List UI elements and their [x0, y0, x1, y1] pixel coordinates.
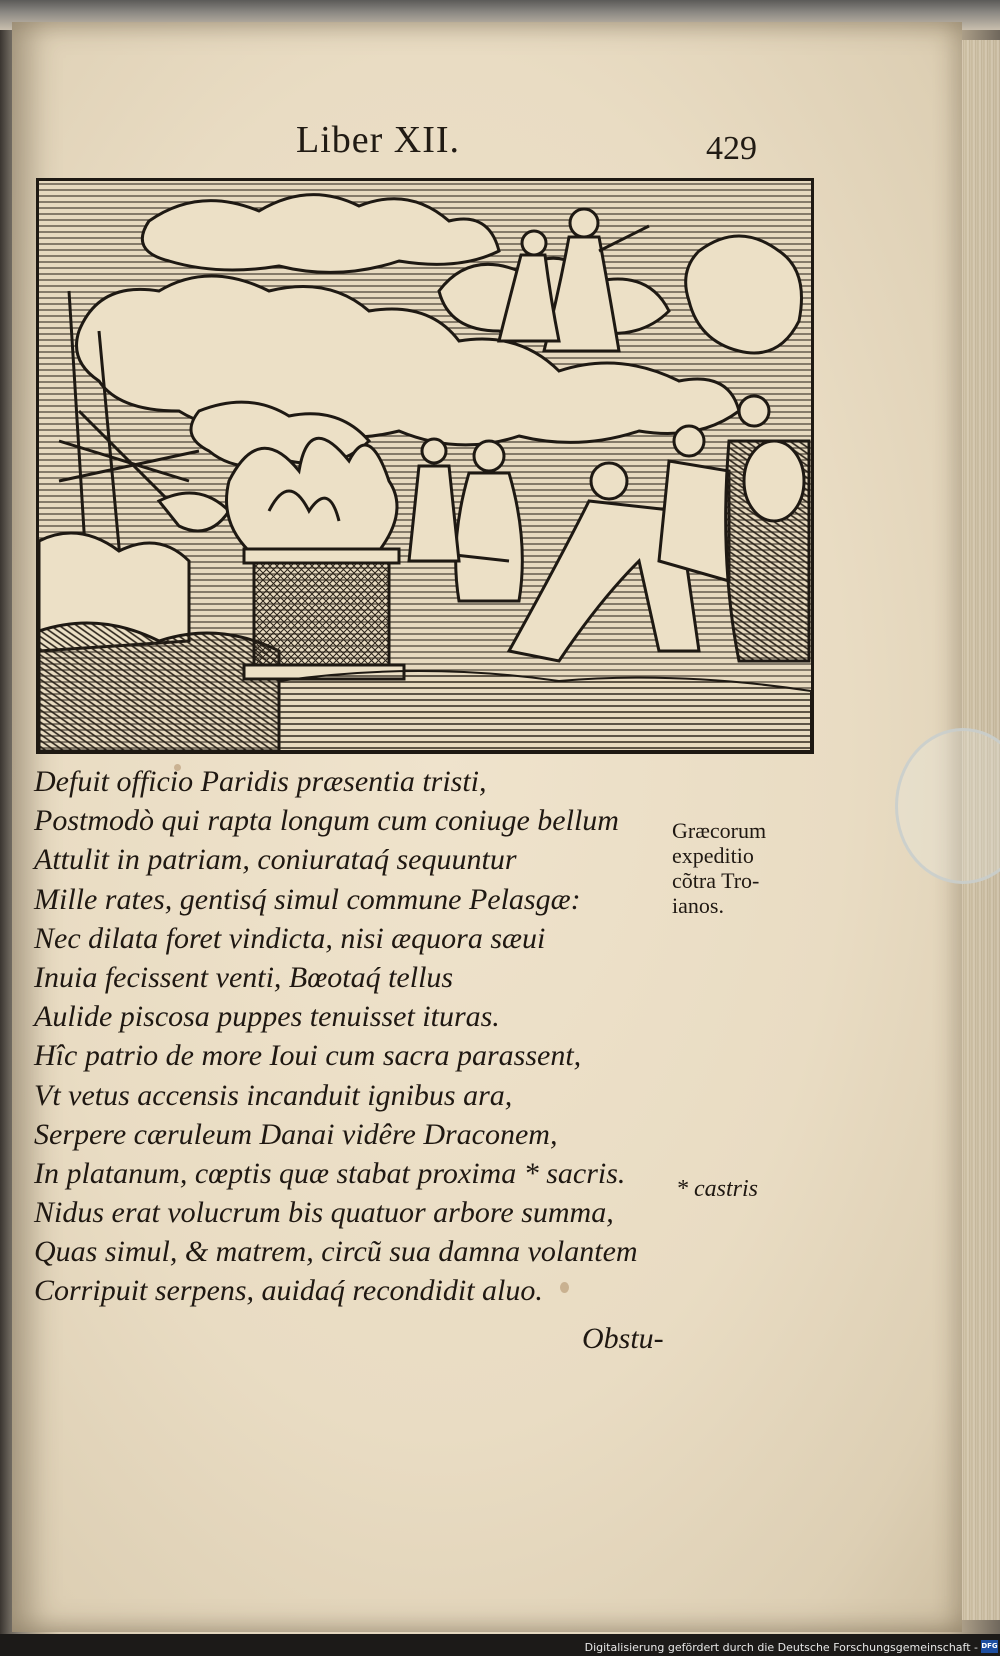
marginal-note-line: Græcorum — [672, 818, 767, 843]
catchword: Obstu- — [582, 1322, 664, 1355]
verse-line: Attulit in patriam, coniurataq́ sequuntur — [34, 843, 517, 877]
verse-line: Nidus erat volucrum bis quatuor arbore summa, — [34, 1196, 614, 1230]
marginal-note-line: ianos. — [672, 893, 724, 918]
verse-line: Aulide piscosa puppes tenuisset ituras. — [34, 1000, 500, 1034]
woodcut-sacrifice-scene-icon — [36, 178, 814, 754]
verse-line: Postmodò qui rapta longum cum coniuge bellum — [34, 804, 619, 838]
verse-line: Defuit officio Paridis præsentia tristi, — [34, 765, 487, 798]
verse-line: Inuia fecissent venti, Bœotaq́ tellus — [34, 960, 454, 994]
verse-text — [34, 762, 674, 1311]
dfg-logo-icon: DFG — [981, 1640, 998, 1653]
marginal-note-line: expeditio — [672, 843, 754, 868]
verse-line: Quas simul, & matrem, circũ sua damna volantem — [34, 1235, 638, 1269]
verse-line: Hîc patrio de more Ioui cum sacra parassent, — [34, 1039, 582, 1073]
paper-stain — [560, 1282, 569, 1293]
verse-line: In platanum, cœptis quæ stabat proxima * sacris. — [34, 1156, 626, 1190]
footer-credit: Digitalisierung gefördert durch die Deutsche Forschungsgemeinschaft - — [584, 1641, 978, 1654]
verse-line: Mille rates, gentisq́ simul commune Pelasgæ: — [34, 882, 581, 916]
variant-reading-note: * castris — [676, 1176, 759, 1202]
verse-line: Serpere cæruleum Danai vidêre Draconem, — [34, 1117, 558, 1151]
verse-line: Vt vetus accensis incanduit ignibus ara, — [34, 1078, 513, 1112]
running-head-title: Liber XII. — [296, 119, 461, 161]
paper-stain — [174, 764, 181, 771]
verse-line: Corripuit serpens, auidaq́ recondidit aluo. — [34, 1274, 543, 1308]
verse-line: Nec dilata foret vindicta, nisi æquora sæui — [34, 921, 546, 955]
marginal-note — [672, 818, 792, 918]
marginal-note-line: cõtra Tro- — [672, 868, 760, 893]
page-number: 429 — [706, 130, 757, 167]
